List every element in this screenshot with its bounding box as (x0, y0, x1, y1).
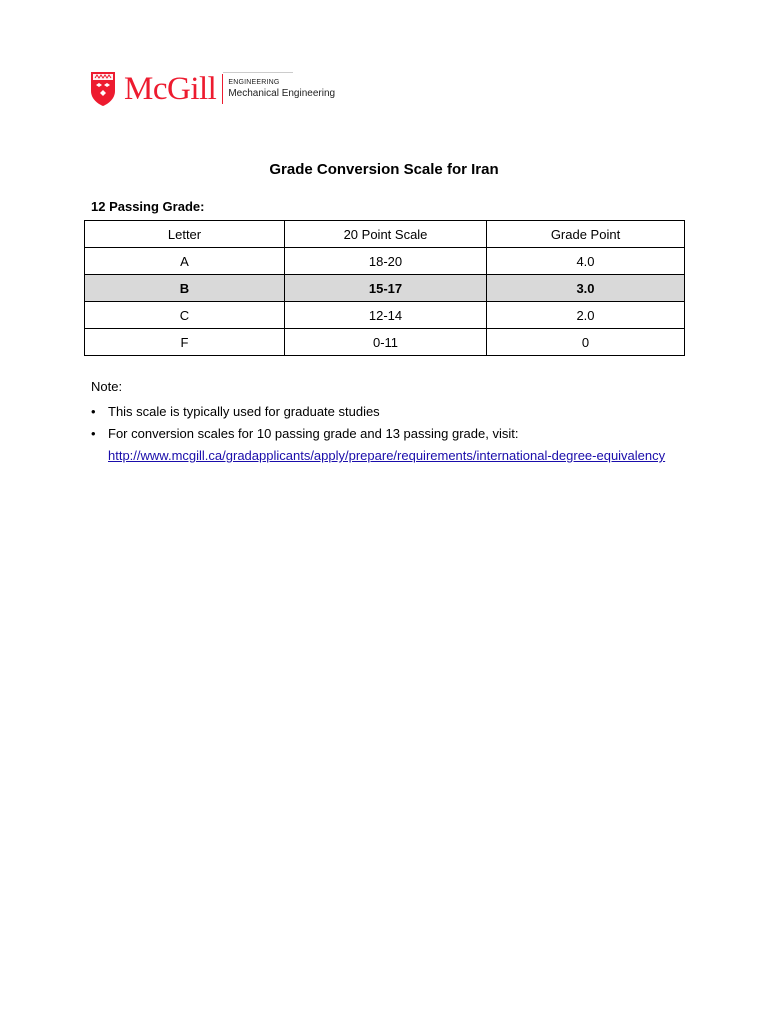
cell-scale: 0-11 (285, 329, 487, 356)
mcgill-crest-icon (90, 71, 116, 107)
department-lockup (222, 74, 335, 104)
note-list (91, 401, 691, 467)
note-text: For conversion scales for 10 passing grade and 13 passing grade, visit: (108, 426, 519, 441)
column-header-grade-point: Grade Point (487, 221, 685, 248)
cell-scale: 15-17 (285, 275, 487, 302)
bullet-icon: • (91, 404, 96, 419)
section-subheading: 12 Passing Grade: (91, 199, 205, 214)
note-label: Note: (91, 379, 123, 394)
faculty-name: ENGINEERING (228, 79, 280, 86)
mcgill-logo (90, 70, 335, 108)
list-item (91, 423, 691, 467)
list-item (91, 401, 691, 423)
table-row (85, 248, 685, 275)
table-row (85, 302, 685, 329)
column-header-20-point-scale: 20 Point Scale (285, 221, 487, 248)
table-row (85, 329, 685, 356)
cell-letter: C (85, 302, 285, 329)
cell-grade-point: 0 (487, 329, 685, 356)
cell-scale: 12-14 (285, 302, 487, 329)
mcgill-wordmark: McGill (124, 71, 217, 107)
grade-conversion-table (84, 220, 685, 356)
cell-letter: A (85, 248, 285, 275)
note-text: This scale is typically used for graduate studies (108, 404, 380, 419)
requirements-link[interactable]: http://www.mcgill.ca/gradapplicants/apply/prepare/requirements/international-degree-equivalency (108, 448, 666, 463)
department-name: Mechanical Engineering (228, 88, 336, 99)
cell-letter: F (85, 329, 285, 356)
table-row-highlighted (85, 275, 685, 302)
cell-grade-point: 2.0 (487, 302, 685, 329)
cell-scale: 18-20 (285, 248, 487, 275)
bullet-icon: • (91, 426, 96, 441)
table-header-row (85, 221, 685, 248)
column-header-letter: Letter (85, 221, 285, 248)
cell-grade-point: 3.0 (487, 275, 685, 302)
document-title: Grade Conversion Scale for Iran (269, 161, 499, 178)
cell-letter: B (85, 275, 285, 302)
cell-grade-point: 4.0 (487, 248, 685, 275)
lockup-rule (223, 72, 293, 73)
